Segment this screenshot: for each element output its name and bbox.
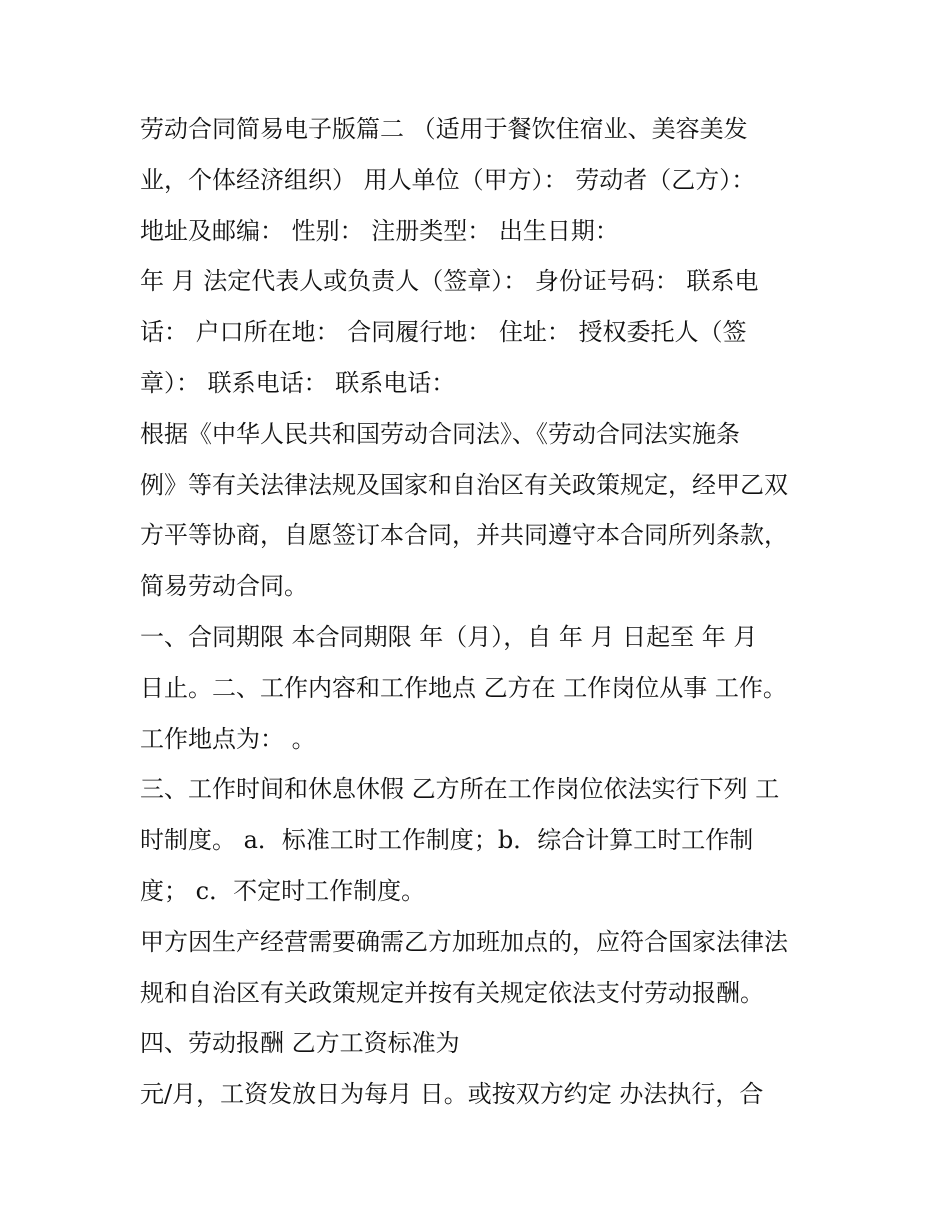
text-line: 方平等协商，自愿签订本合同，并共同遵守本合同所列条款， xyxy=(140,521,788,550)
text-line: 话： 户口所在地： 合同履行地： 住址： 授权委托人（签 xyxy=(140,318,747,347)
text-line: 根据《中华人民共和国劳动合同法》、《劳动合同法实施条 xyxy=(140,419,740,448)
text-line: 地址及邮编： 性别： 注册类型： 出生日期： xyxy=(140,216,619,245)
text-line: 简易劳动合同。 xyxy=(140,572,308,601)
text-line: 业，个体经济组织） 用人单位（甲方）： 劳动者（乙方）： xyxy=(140,165,756,194)
text-line: 三、工作时间和休息休假 乙方所在工作岗位依法实行下列 工 xyxy=(140,775,780,804)
text-line: 四、劳动报酬 乙方工资标准为 xyxy=(140,1029,460,1058)
text-line: 一、合同期限 本合同期限 年（月），自 年 月 日起至 年 月 xyxy=(140,622,758,651)
text-line: 规和自治区有关政策规定并按有关规定依法支付劳动报酬。 xyxy=(140,978,764,1007)
text-line: 劳动合同简易电子版篇二 （适用于餐饮住宿业、美容美发 xyxy=(140,115,748,143)
text-line: 元/月，工资发放日为每月 日。或按双方约定 办法执行，合 xyxy=(140,1080,764,1109)
contract-text xyxy=(140,104,830,1120)
text-line: 章）： 联系电话： 联系电话： xyxy=(140,368,456,397)
text-line: 年 月 法定代表人或负责人（签章）： 身份证号码： 联系电 xyxy=(140,267,759,296)
text-line: 度； c．不定时工作制度。 xyxy=(140,876,426,905)
text-line: 工作地点为： 。 xyxy=(140,724,316,753)
text-line: 例》等有关法律法规及国家和自治区有关政策规定，经甲乙双 xyxy=(140,470,788,499)
text-line: 日止。二、工作内容和工作地点 乙方在 工作岗位从事 工作。 xyxy=(140,673,787,702)
text-line: 时制度。 a．标准工时工作制度；b．综合计算工时工作制 xyxy=(140,826,754,855)
text-line: 甲方因生产经营需要确需乙方加班加点的，应符合国家法律法 xyxy=(140,927,788,956)
